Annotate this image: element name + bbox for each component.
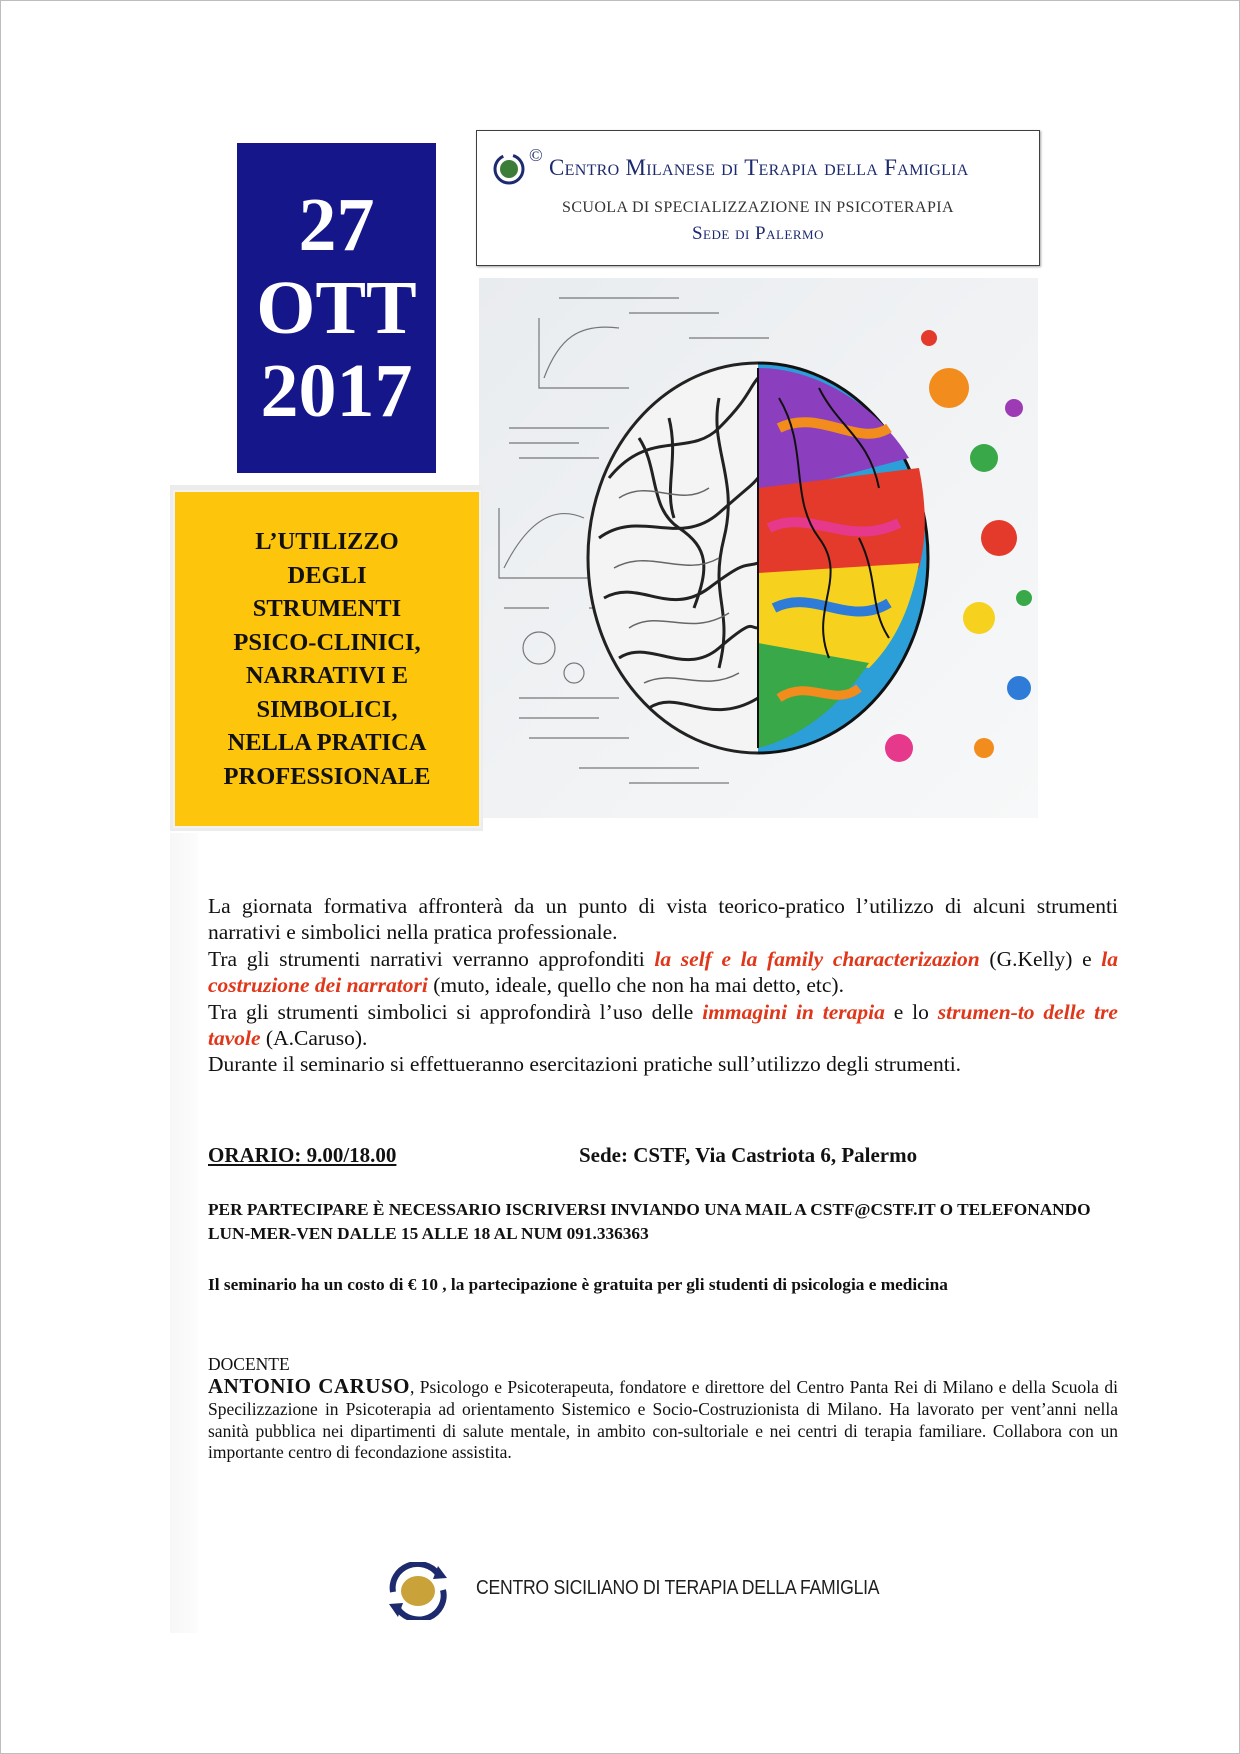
- brain-illustration: [479, 278, 1038, 818]
- description-paragraph-4: Durante il seminario si effettueranno esercitazioni pratiche sull’utilizzo degli strumenti.: [208, 1052, 962, 1077]
- registration-info: PER PARTECIPARE È NECESSARIO ISCRIVERSI INVIANDO UNA MAIL A CSTF@CSTF.IT O TELEFONANDO LUN-MER-VEN DALLE 15 ALLE 18 AL NUM 091.336363: [208, 1200, 1091, 1243]
- description-text: (A.Caruso).: [260, 1026, 368, 1051]
- venue: Sede: CSTF, Via Castriota 6, Palermo: [579, 1143, 918, 1167]
- cstf-logo-icon: [383, 1562, 453, 1620]
- description-paragraph-2: [208, 946, 1118, 999]
- description-text: e lo: [884, 999, 938, 1024]
- organizer-location: Sede di Palermo: [691, 223, 824, 244]
- title-line: NELLA PRATICA: [227, 729, 427, 756]
- event-description: [208, 893, 1118, 1078]
- highlight-tre-tavole: strumen-to delle tre tavole: [208, 999, 1118, 1051]
- title-line: L’UTILIZZO: [255, 528, 399, 555]
- highlight-immagini-terapia: immagini in terapia: [702, 999, 885, 1024]
- highlight-self-family-characterization: la self e la family characterizazion: [654, 946, 980, 971]
- teacher-name: ANTONIO CARUSO: [208, 1374, 410, 1398]
- organizer-header: [476, 130, 1040, 266]
- date-year: 2017: [260, 348, 413, 433]
- teacher-bio-text: , Psicologo e Psicoterapeuta, fondatore e direttore del Centro Panta Rei di Milano e della Scuola di Specilizzazione in Psicoterapia ad orientamento Sistemico e Socio-Costruzionista di Milano. Ha lavorato per vent’anni nella sanità pubblica nei dipartimenti di salute mentale, in ambito con-sultoriale e nei centri di terapia familiare. Collabora con un importante centro di fecondazione assistita.: [208, 1377, 1118, 1463]
- description-text: Tra gli strumenti simbolici si approfondirà l’uso delle: [208, 999, 703, 1024]
- organizer-logo-icon: [493, 153, 525, 185]
- event-date-block: [237, 143, 436, 473]
- teacher-bio: [208, 1376, 1118, 1464]
- teacher-label: DOCENTE: [208, 1354, 290, 1374]
- title-line: NARRATIVI E: [245, 662, 409, 689]
- date-day: 27: [298, 182, 375, 267]
- organizer-name: Centro Milanese di Terapia della Famiglia: [549, 155, 969, 180]
- description-text: Tra gli strumenti narrativi verranno approfonditi: [208, 946, 655, 971]
- title-line: DEGLI: [287, 561, 367, 589]
- title-line: PROFESSIONALE: [223, 762, 431, 790]
- title-line: SIMBOLICI,: [256, 695, 398, 723]
- date-month: OTT: [256, 265, 417, 350]
- description-paragraph-3: [208, 999, 1118, 1052]
- footer-organization-name: CENTRO SICILIANO DI TERAPIA DELLA FAMIGLIA: [476, 1576, 880, 1599]
- cost-info: Il seminario ha un costo di € 10 , la partecipazione è gratuita per gli studenti di psicologia e medicina: [208, 1275, 948, 1294]
- decorative-side-bar: [170, 833, 198, 1633]
- event-title-box: [173, 490, 481, 828]
- description-text: (muto, ideale, quello che non ha mai detto, etc).: [427, 973, 844, 998]
- copyright-symbol: ©: [529, 145, 543, 165]
- title-line: STRUMENTI: [252, 595, 402, 622]
- highlight-costruzione-narratori: la costruzione dei narratori: [208, 946, 1119, 998]
- organizer-subtitle: SCUOLA DI SPECIALIZZAZIONE IN PSICOTERAPIA: [562, 199, 954, 216]
- description-paragraph-1: La giornata formativa affronterà da un punto di vista teorico-pratico l’utilizzo di alcuni strumenti narrativi e simbolici nella pratica professionale.: [208, 894, 1118, 945]
- description-text: (G.Kelly) e: [979, 946, 1102, 971]
- schedule: ORARIO: 9.00/18.00: [208, 1143, 397, 1167]
- title-line: PSICO-CLINICI,: [233, 628, 421, 656]
